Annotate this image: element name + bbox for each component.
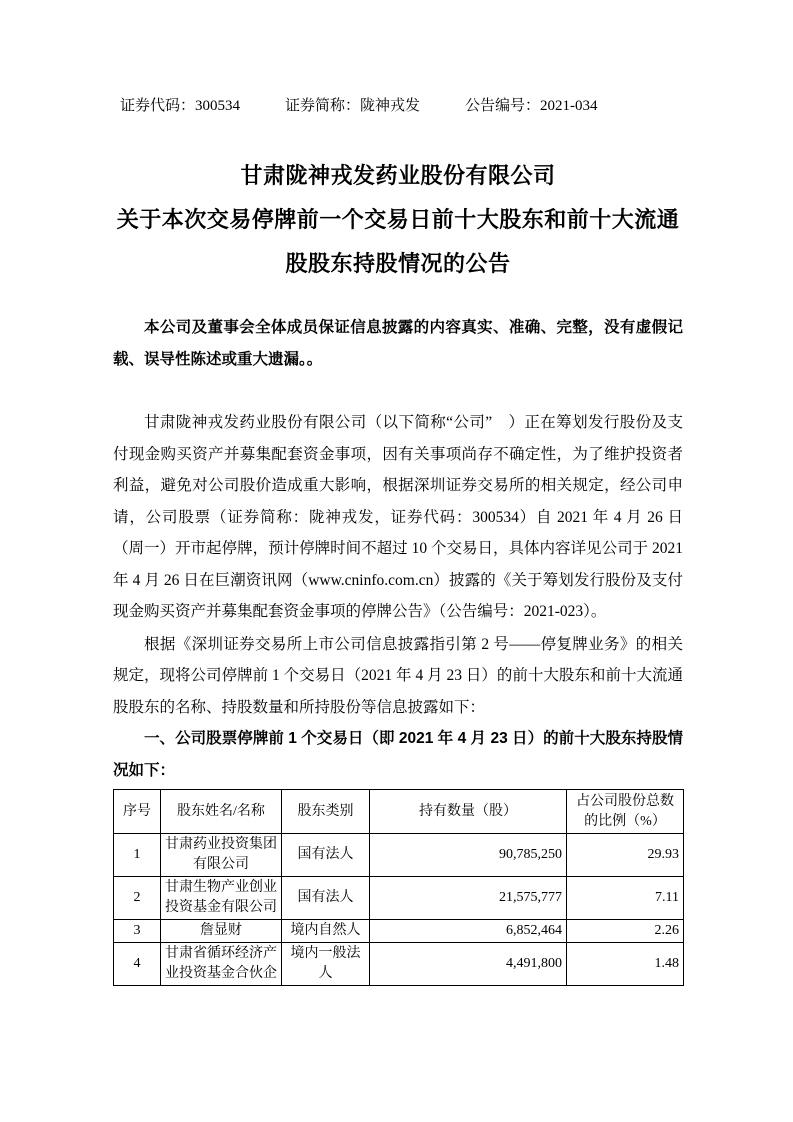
cell-ownership-percent: 2.26	[567, 920, 684, 943]
shareholders-table-body	[114, 834, 684, 986]
cell-shareholder-type: 境内自然人	[282, 920, 370, 943]
announcement-number: 公告编号：2021-034	[465, 98, 598, 114]
paragraph-suspension-background: 甘肃陇神戎发药业股份有限公司（以下简称“公司” ）正在筹划发行股份及支付现金购买资产并募集配套资金事项，因有关事项尚存不确定性，为了维护投资者利益，避免对公司股价造成重大影响，根据深圳证券交易所的相关规定，经公司申请，公司股票（证券简称：陇神戎发，证券代码：300534）自 2021 年 4 月 26 日（周一）开市起停牌，预计停牌时间不超过 10 个交易日，具体内容详见公司于 2021 年 4 月 26 日在巨潮资讯网（www.cninfo.com.cn）披露的《关于筹划发行股份及支付现金购买资产并募集配套资金事项的停牌公告》（公告编号：2021-023）。	[113, 414, 683, 620]
board-disclaimer: 本公司及董事会全体成员保证信息披露的内容真实、准确、完整，没有虚假记载、误导性陈述或重大遗漏。。	[113, 319, 683, 368]
cell-index: 4	[114, 943, 161, 986]
column-header-shareholder-name: 股东姓名/名称	[161, 790, 282, 834]
cell-shares-held: 6,852,464	[370, 920, 567, 943]
cell-shareholder-name: 甘肃生物产业创业投资基金有限公司	[161, 877, 282, 920]
announcement-title-line1: 关于本次交易停牌前一个交易日前十大股东和前十大流通	[116, 207, 680, 232]
announcement-title-line2: 股股东持股情况的公告	[285, 251, 511, 276]
column-header-index: 序号	[114, 790, 161, 834]
document-content	[113, 0, 683, 986]
cell-shareholder-name: 詹显财	[161, 920, 282, 943]
company-name-title: 甘肃陇神戎发药业股份有限公司	[240, 163, 556, 188]
cell-index: 2	[114, 877, 161, 920]
cell-shares-held: 21,575,777	[370, 877, 567, 920]
stock-code: 证券代码：300534	[120, 98, 241, 114]
column-header-ownership-percent: 占公司股份总数的比例（%）	[567, 790, 684, 834]
cell-shareholder-name: 甘肃省循环经济产业投资基金合伙企	[161, 943, 282, 986]
cell-shares-held: 4,491,800	[370, 943, 567, 986]
column-header-shares-held: 持有数量（股）	[370, 790, 567, 834]
cell-shareholder-name: 甘肃药业投资集团有限公司	[161, 834, 282, 877]
cell-shares-held: 90,785,250	[370, 834, 567, 877]
cell-shareholder-type: 境内一般法人	[282, 943, 370, 986]
table-header-row	[114, 790, 684, 834]
cell-index: 1	[114, 834, 161, 877]
cell-ownership-percent: 29.93	[567, 834, 684, 877]
shareholders-table	[113, 789, 684, 986]
title-block	[113, 154, 683, 286]
cell-shareholder-type: 国有法人	[282, 834, 370, 877]
shareholders-table-header	[114, 790, 684, 834]
table-row	[114, 943, 684, 986]
cell-ownership-percent: 1.48	[567, 943, 684, 986]
table-row	[114, 920, 684, 943]
doc-header	[113, 96, 683, 116]
table-row	[114, 834, 684, 877]
cell-index: 3	[114, 920, 161, 943]
cell-shareholder-type: 国有法人	[282, 877, 370, 920]
column-header-shareholder-type: 股东类别	[282, 790, 370, 834]
stock-short-name: 证券简称：陇神戎发	[285, 98, 421, 114]
section-heading-top10-shareholders: 一、公司股票停牌前 1 个交易日（即 2021 年 4 月 23 日）的前十大股东持股情况如下：	[113, 730, 683, 779]
cell-ownership-percent: 7.11	[567, 877, 684, 920]
table-row	[114, 877, 684, 920]
paragraph-disclosure-basis: 根据《深圳证券交易所上市公司信息披露指引第 2 号——停复牌业务》的相关规定，现将公司停牌前 1 个交易日（2021 年 4 月 23 日）的前十大股东和前十大流通股股东的名称、持股数量和所持股份等信息披露如下：	[113, 635, 683, 716]
